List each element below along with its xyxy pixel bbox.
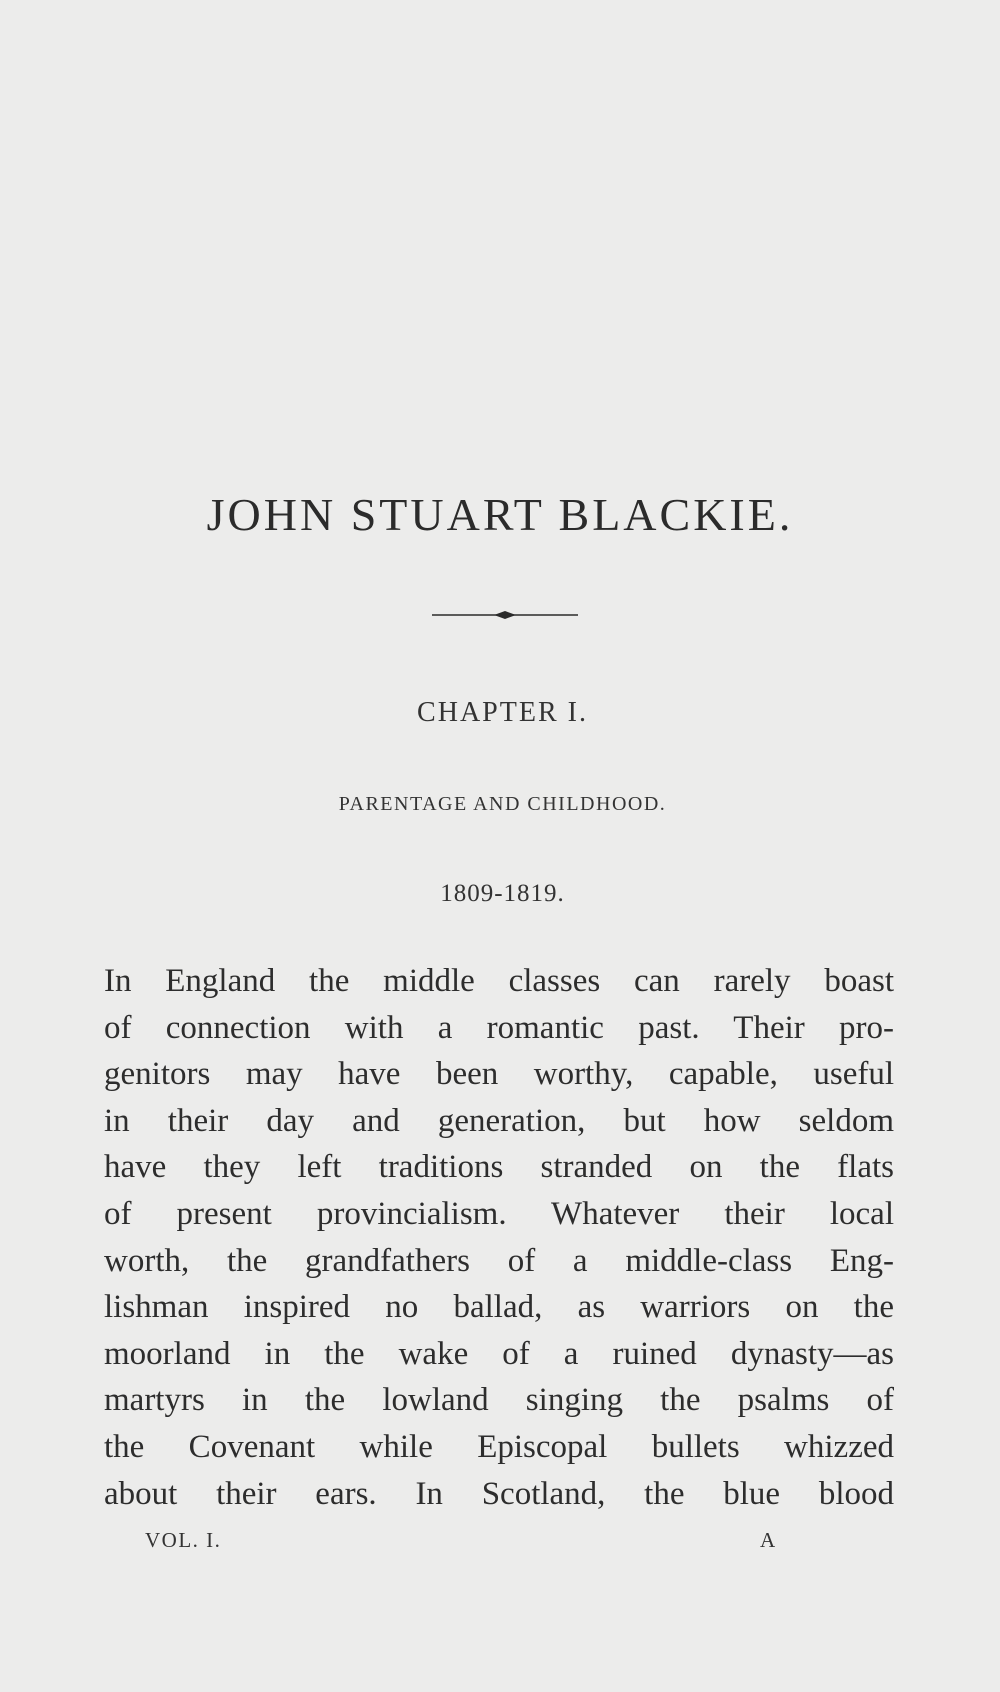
text-line: lishman inspired no ballad, as warriors on the xyxy=(104,1289,894,1326)
text-line: the Covenant while Episcopal bullets whizzed xyxy=(104,1428,894,1465)
text-line: genitors may have been worthy, capable, useful xyxy=(104,1056,894,1093)
volume-signature: VOL. I. xyxy=(145,1528,222,1552)
text-line: have they left traditions stranded on the flats xyxy=(104,1149,894,1186)
page-footer xyxy=(0,1528,1000,1558)
text-line: worth, the grandfathers of a middle-class Eng- xyxy=(104,1242,894,1279)
text-line: about their ears. In Scotland, the blue blood xyxy=(104,1475,894,1512)
ornament-rule xyxy=(432,608,578,622)
chapter-title: PARENTAGE AND CHILDHOOD. xyxy=(338,793,667,815)
book-title: JOHN STUART BLACKIE. xyxy=(206,489,794,540)
text-line: moorland in the wake of a ruined dynasty—as xyxy=(104,1335,894,1372)
text-line: of connection with a romantic past. Their pro- xyxy=(104,1009,894,1046)
text-line: of present provincialism. Whatever their local xyxy=(104,1195,894,1232)
gathering-signature: A xyxy=(760,1528,776,1552)
text-line: in their day and generation, but how seldom xyxy=(104,1102,894,1139)
text-line: martyrs in the lowland singing the psalms of xyxy=(104,1382,894,1419)
chapter-dates: 1809-1819. xyxy=(440,880,565,907)
text-line: In England the middle classes can rarely boast xyxy=(104,963,894,999)
chapter-number: CHAPTER I. xyxy=(417,697,588,728)
body-paragraph xyxy=(104,958,894,1517)
